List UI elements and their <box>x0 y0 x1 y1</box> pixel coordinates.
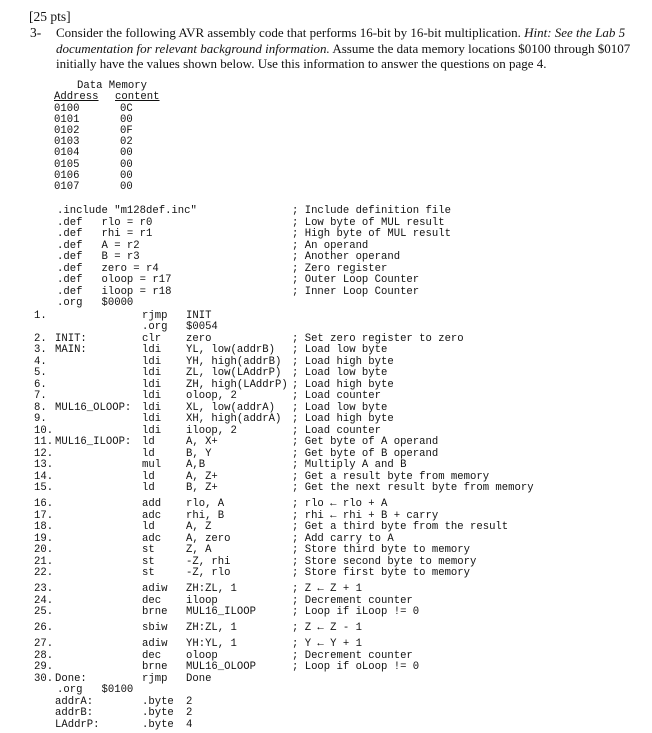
code-opcode: ldi <box>142 390 162 402</box>
code-label: MUL16_ILOOP: <box>55 436 132 448</box>
code-operands: oloop, 2 <box>186 390 237 402</box>
code-opcode: ldi <box>142 356 162 368</box>
code-opcode: ldi <box>142 413 162 425</box>
code-line <box>0 498 652 510</box>
line-number: 22. <box>34 567 54 579</box>
code-comment: ; Get a result byte from memory <box>292 471 490 483</box>
code-label: .def A = r2 <box>57 240 140 252</box>
code-operands: ZH, high(LAddrP) <box>186 379 288 391</box>
line-number: 23. <box>34 583 54 595</box>
code-comment: ; Include definition file <box>292 205 451 217</box>
code-opcode: rjmp <box>142 310 168 322</box>
code-label: .def rhi = r1 <box>57 228 153 240</box>
code-line <box>0 297 652 309</box>
memory-col-content: content <box>115 91 160 103</box>
code-opcode: rjmp <box>142 673 168 685</box>
code-operands: B, Z+ <box>186 482 218 494</box>
question-text <box>56 25 646 72</box>
code-operands: Done <box>186 673 212 685</box>
code-opcode: sbiw <box>142 622 168 634</box>
code-opcode: ldi <box>142 425 162 437</box>
memory-content: 0F <box>120 125 133 138</box>
memory-content: 0C <box>120 103 133 115</box>
code-opcode: brne <box>142 606 168 618</box>
code-line <box>0 544 652 556</box>
code-comment: ; Inner Loop Counter <box>292 286 420 298</box>
code-opcode: ld <box>142 471 155 483</box>
code-operands: ZH:ZL, 1 <box>186 583 237 595</box>
code-opcode: .byte <box>142 719 174 731</box>
code-opcode: ld <box>142 436 155 448</box>
code-label: MAIN: <box>55 344 87 356</box>
code-opcode: dec <box>142 595 162 607</box>
code-comment: ; Load low byte <box>292 402 388 414</box>
line-number: 28. <box>34 650 54 662</box>
code-opcode: ldi <box>142 344 162 356</box>
code-operands: MUL16_OLOOP <box>186 661 256 673</box>
line-number: 18. <box>34 521 54 533</box>
code-line <box>0 413 652 425</box>
code-opcode: ldi <box>142 367 162 379</box>
code-comment: ; Store first byte to memory <box>292 567 471 579</box>
line-number: 30. <box>34 673 54 685</box>
memory-content: 02 <box>120 136 133 149</box>
line-number: 11. <box>34 436 54 448</box>
code-comment: ; Zero register <box>292 263 388 275</box>
points-label: [25 pts] <box>29 9 71 24</box>
code-comment: ; Get byte of B operand <box>292 448 439 460</box>
code-operands: ZL, low(LAddrP) <box>186 367 282 379</box>
memory-address: 0106 <box>54 169 80 182</box>
line-number: 2. <box>34 333 47 345</box>
code-label: INIT: <box>55 333 87 345</box>
code-comment: ; Load low byte <box>292 367 388 379</box>
code-comment: ; High byte of MUL result <box>292 228 451 240</box>
code-label: .include "m128def.inc" <box>57 205 197 217</box>
question-hint: Hint: See the Lab 5 documentation for relevant background information. <box>56 25 626 56</box>
code-line <box>0 344 652 356</box>
code-opcode: ldi <box>142 379 162 391</box>
code-comment: ; Load high byte <box>292 356 394 368</box>
code-operands: Z, A <box>186 544 212 556</box>
line-number: 1. <box>34 310 47 322</box>
code-opcode: ldi <box>142 402 162 414</box>
line-number: 20. <box>34 544 54 556</box>
code-comment: ; Multiply A and B <box>292 459 407 471</box>
memory-table-title: Data Memory <box>77 80 147 92</box>
memory-address: 0105 <box>54 158 80 171</box>
question-text-part1: Consider the following AVR assembly code that performs 16-bit by 16-bit multiplication. <box>56 25 521 40</box>
code-label: addrB: <box>55 707 94 719</box>
code-opcode: adc <box>142 533 162 545</box>
code-line <box>0 205 652 217</box>
memory-address: 0102 <box>54 125 80 138</box>
code-comment: ; Decrement counter <box>292 650 413 662</box>
code-comment: ; Get the next result byte from memory <box>292 482 534 494</box>
code-opcode: dec <box>142 650 162 662</box>
line-number: 21. <box>34 556 54 568</box>
line-number: 7. <box>34 390 47 402</box>
code-opcode: .byte <box>142 696 174 708</box>
code-comment: ; Y ← Y + 1 <box>292 638 362 650</box>
code-label: .org $0000 <box>57 297 134 309</box>
line-number: 15. <box>34 482 54 494</box>
line-number: 29. <box>34 661 54 673</box>
code-line <box>0 436 652 448</box>
code-line <box>0 274 652 286</box>
line-number: 24. <box>34 595 54 607</box>
memory-address: 0107 <box>54 180 80 193</box>
line-number: 27. <box>34 638 54 650</box>
code-line <box>0 251 652 263</box>
code-comment: ; Load counter <box>292 390 382 402</box>
code-opcode: .byte <box>142 707 174 719</box>
code-line <box>0 638 652 650</box>
code-operands: INIT <box>186 310 212 322</box>
memory-col-address: Address <box>54 91 99 103</box>
line-number: 8. <box>34 402 47 414</box>
code-operands: iloop <box>186 595 218 607</box>
code-opcode: st <box>142 544 155 556</box>
code-operands: A, zero <box>186 533 231 545</box>
memory-content: 00 <box>120 180 133 193</box>
code-operands: zero <box>186 333 212 345</box>
code-operands: rhi, B <box>186 510 225 522</box>
code-line <box>0 567 652 579</box>
line-number: 3. <box>34 344 47 356</box>
line-number: 26. <box>34 622 54 634</box>
code-comment: ; Load counter <box>292 425 382 437</box>
code-label: .def B = r3 <box>57 251 140 263</box>
line-number: 4. <box>34 356 47 368</box>
code-label: .def oloop = r17 <box>57 274 172 286</box>
code-operands: A,B <box>186 459 206 471</box>
code-comment: ; Set zero register to zero <box>292 333 464 345</box>
line-number: 12. <box>34 448 54 460</box>
code-label: .def iloop = r18 <box>57 286 172 298</box>
code-operands: YL, low(addrB) <box>186 344 276 356</box>
code-operands: 2 <box>186 696 193 708</box>
code-operands: A, Z+ <box>186 471 218 483</box>
memory-address: 0101 <box>54 114 80 127</box>
code-operands: A, Z <box>186 521 212 533</box>
code-line <box>0 390 652 402</box>
code-line <box>0 521 652 533</box>
code-operands: YH, high(addrB) <box>186 356 282 368</box>
memory-content: 00 <box>120 158 133 171</box>
code-operands: $0054 <box>186 321 218 333</box>
code-operands: XL, low(addrA) <box>186 402 276 414</box>
code-opcode: ld <box>142 482 155 494</box>
code-comment: ; Get a third byte from the result <box>292 521 509 533</box>
memory-content: 00 <box>120 169 133 182</box>
code-opcode: adiw <box>142 583 168 595</box>
memory-content: 00 <box>120 114 133 127</box>
line-number: 14. <box>34 471 54 483</box>
line-number: 17. <box>34 510 54 522</box>
line-number: 19. <box>34 533 54 545</box>
code-line <box>0 606 652 618</box>
line-number: 10. <box>34 425 54 437</box>
code-label: .org $0100 <box>57 684 134 696</box>
code-opcode: ld <box>142 521 155 533</box>
code-operands: -Z, rlo <box>186 567 231 579</box>
code-comment: ; An operand <box>292 240 369 252</box>
code-opcode: st <box>142 567 155 579</box>
line-number: 25. <box>34 606 54 618</box>
code-line <box>0 482 652 494</box>
question-number: 3- <box>30 25 42 40</box>
code-line <box>0 719 652 731</box>
code-operands: B, Y <box>186 448 212 460</box>
code-comment: ; Load low byte <box>292 344 388 356</box>
code-label: LAddrP: <box>55 719 100 731</box>
code-comment: ; Load high byte <box>292 379 394 391</box>
code-comment: ; Get byte of A operand <box>292 436 439 448</box>
code-comment: ; Another operand <box>292 251 401 263</box>
line-number: 5. <box>34 367 47 379</box>
code-label: MUL16_OLOOP: <box>55 402 132 414</box>
code-line <box>0 583 652 595</box>
code-comment: ; Store third byte to memory <box>292 544 471 556</box>
code-line <box>0 367 652 379</box>
code-opcode: ld <box>142 448 155 460</box>
code-line <box>0 684 652 696</box>
line-number: 6. <box>34 379 47 391</box>
code-opcode: st <box>142 556 155 568</box>
code-operands: XH, high(addrA) <box>186 413 282 425</box>
code-comment: ; Decrement counter <box>292 595 413 607</box>
code-opcode: .org <box>142 321 168 333</box>
code-line <box>0 459 652 471</box>
code-comment: ; Add carry to A <box>292 533 394 545</box>
code-operands: 4 <box>186 719 193 731</box>
code-line <box>0 228 652 240</box>
line-number: 13. <box>34 459 54 471</box>
code-comment: ; rlo ← rlo + A <box>292 498 388 510</box>
code-opcode: clr <box>142 333 162 345</box>
code-opcode: brne <box>142 661 168 673</box>
code-comment: ; Z ← Z + 1 <box>292 583 362 595</box>
code-comment: ; Load high byte <box>292 413 394 425</box>
code-comment: ; Store second byte to memory <box>292 556 477 568</box>
memory-address: 0104 <box>54 147 80 160</box>
code-operands: oloop <box>186 650 218 662</box>
code-comment: ; Z ← Z - 1 <box>292 622 362 634</box>
line-number: 16. <box>34 498 54 510</box>
memory-address: 0103 <box>54 136 80 149</box>
code-line <box>0 661 652 673</box>
code-opcode: add <box>142 498 162 510</box>
code-operands: A, X+ <box>186 436 218 448</box>
code-operands: YH:YL, 1 <box>186 638 237 650</box>
code-comment: ; rhi ← rhi + B + carry <box>292 510 439 522</box>
code-opcode: adc <box>142 510 162 522</box>
memory-address: 0100 <box>54 103 80 115</box>
code-operands: iloop, 2 <box>186 425 237 437</box>
question-text-part2: Assume the data memory locations $0100 through $0107 initially have the values shown below. Use this information to answer the questions on page 4. <box>56 40 631 71</box>
code-comment: ; Loop if iLoop != 0 <box>292 606 420 618</box>
code-comment: ; Low byte of MUL result <box>292 217 445 229</box>
code-label: addrA: <box>55 696 94 708</box>
code-operands: rlo, A <box>186 498 225 510</box>
code-opcode: adiw <box>142 638 168 650</box>
code-operands: MUL16_ILOOP <box>186 606 256 618</box>
code-opcode: mul <box>142 459 162 471</box>
code-line <box>0 622 652 634</box>
code-comment: ; Outer Loop Counter <box>292 274 420 286</box>
code-operands: -Z, rhi <box>186 556 231 568</box>
code-operands: 2 <box>186 707 193 719</box>
memory-content: 00 <box>120 147 133 160</box>
line-number: 9. <box>34 413 47 425</box>
code-comment: ; Loop if oLoop != 0 <box>292 661 420 673</box>
code-label: .def zero = r4 <box>57 263 159 275</box>
code-label: .def rlo = r0 <box>57 217 153 229</box>
code-line <box>0 321 652 333</box>
code-line <box>0 707 652 719</box>
code-label: Done: <box>55 673 87 685</box>
code-operands: ZH:ZL, 1 <box>186 622 237 634</box>
